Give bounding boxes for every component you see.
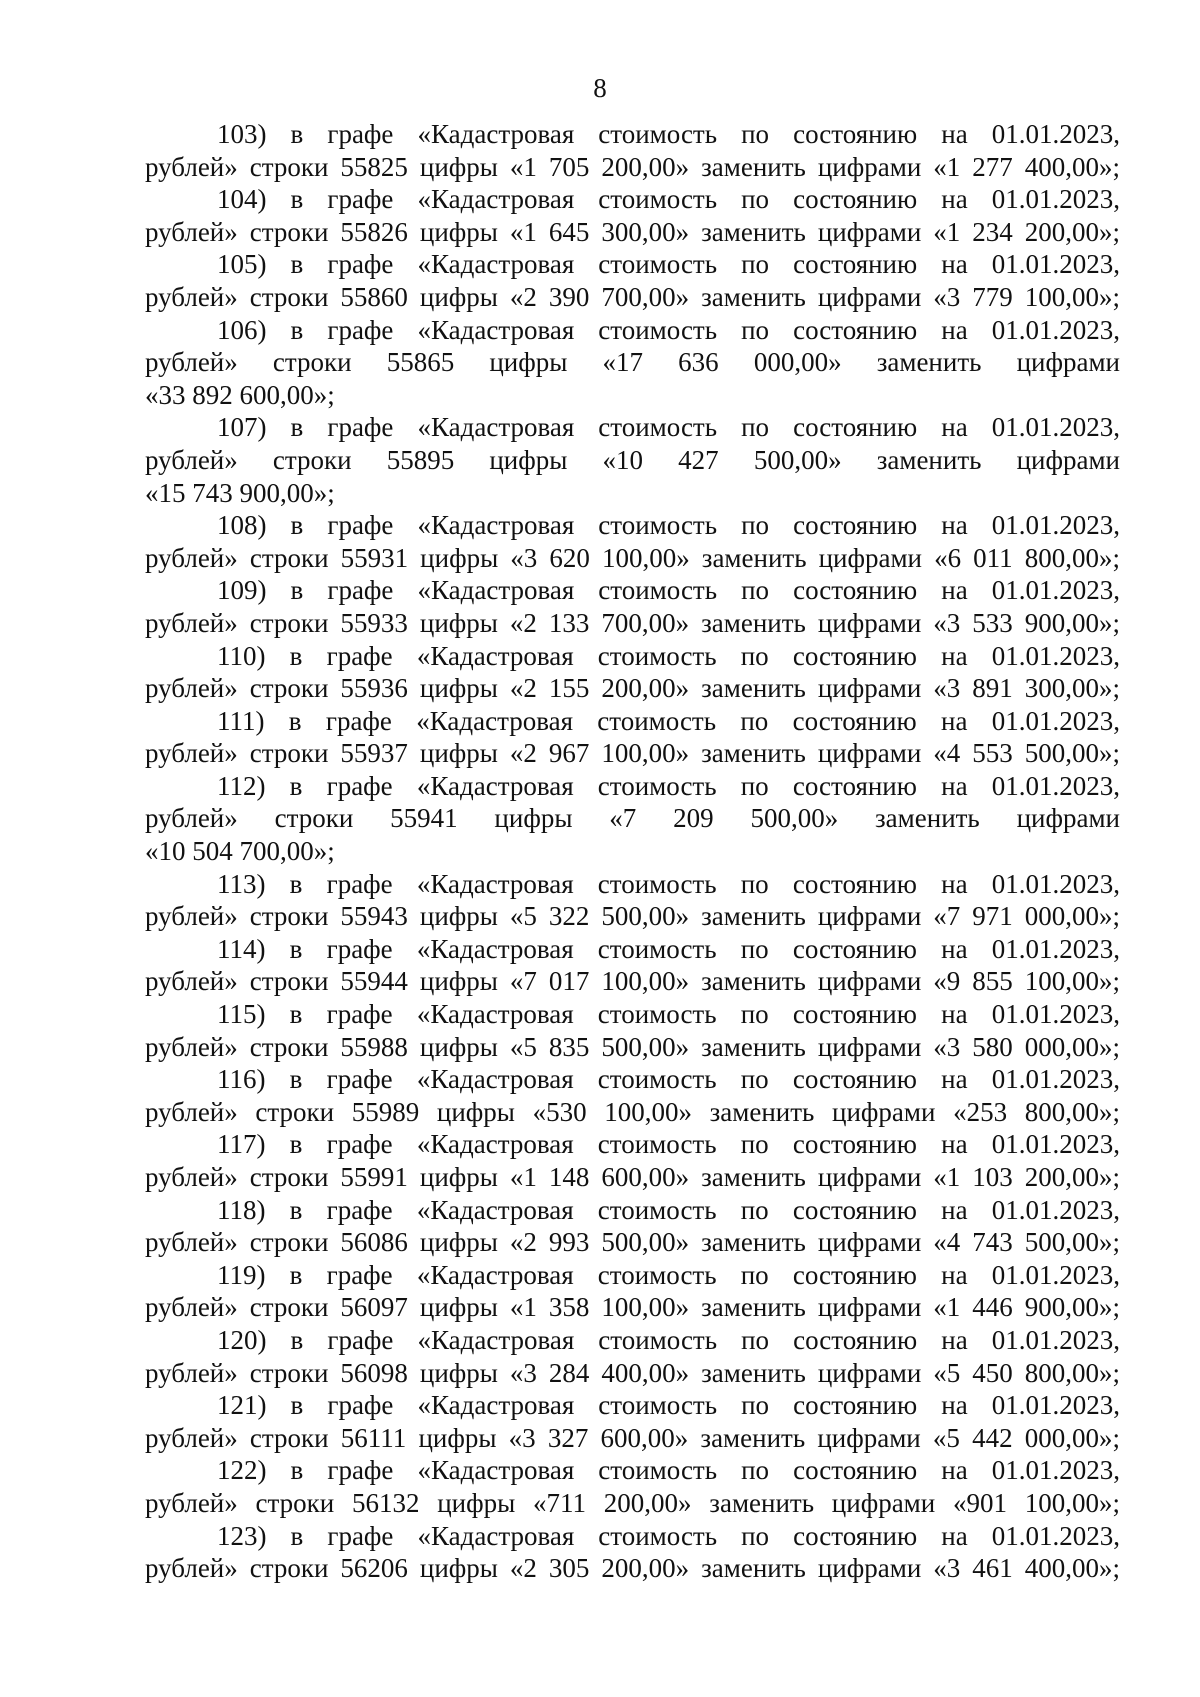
amendment-item-line: рублей» строки 55936 цифры «2 155 200,00» заменить цифрами «3 891 300,00»;	[145, 673, 1120, 704]
amendment-item	[145, 705, 1120, 770]
amendment-item	[145, 248, 1120, 313]
amendment-item	[145, 933, 1120, 998]
amendment-item-first-line: 112) в графе «Кадастровая стоимость по состоянию на 01.01.2023,	[217, 770, 1120, 801]
amendment-item-first-line: 114) в графе «Кадастровая стоимость по состоянию на 01.01.2023,	[217, 933, 1120, 964]
amendment-item-line: «10 504 700,00»;	[145, 836, 335, 867]
amendment-item	[145, 1194, 1120, 1259]
amendment-item-line: рублей» строки 55931 цифры «3 620 100,00» заменить цифрами «6 011 800,00»;	[145, 542, 1120, 573]
amendment-item	[145, 314, 1120, 412]
amendment-item	[145, 868, 1120, 933]
amendment-item-line: рублей» строки 55991 цифры «1 148 600,00» заменить цифрами «1 103 200,00»;	[145, 1162, 1120, 1192]
amendment-item-line: рублей» строки 55943 цифры «5 322 500,00» заменить цифрами «7 971 000,00»;	[145, 901, 1120, 932]
amendment-item-first-line: 116) в графе «Кадастровая стоимость по состоянию на 01.01.2023,	[217, 1064, 1120, 1095]
amendment-item-line: рублей» строки 56098 цифры «3 284 400,00» заменить цифрами «5 450 800,00»;	[145, 1357, 1120, 1388]
amendment-item-line: «15 743 900,00»;	[145, 477, 335, 508]
amendment-item	[145, 118, 1120, 183]
amendment-item-first-line: 120) в графе «Кадастровая стоимость по состоянию на 01.01.2023,	[217, 1324, 1120, 1355]
amendment-item	[145, 1454, 1120, 1519]
amendment-item	[145, 1520, 1120, 1585]
amendment-item-first-line: 106) в графе «Кадастровая стоимость по состоянию на 01.01.2023,	[217, 314, 1120, 345]
amendment-item-line: рублей» строки 55825 цифры «1 705 200,00» заменить цифрами «1 277 400,00»;	[145, 151, 1120, 182]
amendment-item	[145, 1063, 1120, 1128]
amendment-item	[145, 770, 1120, 868]
amendment-item-line: рублей» строки 55933 цифры «2 133 700,00» заменить цифрами «3 533 900,00»;	[145, 607, 1120, 638]
amendment-item	[145, 183, 1120, 248]
amendment-item-line: рублей» строки 56111 цифры «3 327 600,00» заменить цифрами «5 442 000,00»;	[145, 1422, 1120, 1453]
amendment-item-first-line: 110) в графе «Кадастровая стоимость по состоянию на 01.01.2023,	[217, 640, 1120, 671]
amendment-item-first-line: 107) в графе «Кадастровая стоимость по состоянию на 01.01.2023,	[217, 412, 1120, 443]
amendment-item-first-line: 117) в графе «Кадастровая стоимость по состоянию на 01.01.2023,	[217, 1129, 1120, 1160]
page-number: 8	[593, 73, 607, 103]
amendment-item-line: рублей» строки 55865 цифры «17 636 000,00» заменить цифрами	[145, 347, 1120, 378]
amendment-item-line: рублей» строки 55937 цифры «2 967 100,00» заменить цифрами «4 553 500,00»;	[145, 738, 1120, 769]
amendment-item-first-line: 118) в графе «Кадастровая стоимость по состоянию на 01.01.2023,	[217, 1194, 1120, 1225]
amendment-item	[145, 1128, 1120, 1193]
amendment-item-line: рублей» строки 56206 цифры «2 305 200,00» заменить цифрами «3 461 400,00»;	[145, 1553, 1120, 1584]
amendment-item-first-line: 105) в графе «Кадастровая стоимость по состоянию на 01.01.2023,	[217, 249, 1120, 280]
amendment-item	[145, 411, 1120, 509]
amendment-list	[145, 118, 1120, 1585]
amendment-item-first-line: 115) в графе «Кадастровая стоимость по состоянию на 01.01.2023,	[217, 999, 1120, 1030]
amendment-item-line: рублей» строки 55826 цифры «1 645 300,00» заменить цифрами «1 234 200,00»;	[145, 216, 1120, 247]
amendment-item-first-line: 103) в графе «Кадастровая стоимость по состоянию на 01.01.2023,	[217, 119, 1120, 149]
amendment-item-line: рублей» строки 55944 цифры «7 017 100,00» заменить цифрами «9 855 100,00»;	[145, 966, 1120, 997]
amendment-item-line: рублей» строки 55941 цифры «7 209 500,00» заменить цифрами	[145, 803, 1120, 834]
amendment-item-first-line: 122) в графе «Кадастровая стоимость по состоянию на 01.01.2023,	[217, 1455, 1120, 1486]
amendment-item-first-line: 109) в графе «Кадастровая стоимость по состоянию на 01.01.2023,	[217, 575, 1120, 606]
amendment-item-first-line: 119) в графе «Кадастровая стоимость по состоянию на 01.01.2023,	[217, 1259, 1120, 1290]
amendment-item-line: рублей» строки 55989 цифры «530 100,00» заменить цифрами «253 800,00»;	[145, 1096, 1120, 1127]
amendment-item-first-line: 104) в графе «Кадастровая стоимость по состоянию на 01.01.2023,	[217, 184, 1120, 215]
amendment-item-line: рублей» строки 56097 цифры «1 358 100,00» заменить цифрами «1 446 900,00»;	[145, 1292, 1120, 1323]
amendment-item-line: «33 892 600,00»;	[145, 379, 335, 410]
amendment-item-first-line: 108) в графе «Кадастровая стоимость по состоянию на 01.01.2023,	[217, 510, 1120, 541]
amendment-item-first-line: 121) в графе «Кадастровая стоимость по состоянию на 01.01.2023,	[217, 1390, 1120, 1421]
amendment-item	[145, 574, 1120, 639]
amendment-item-first-line: 123) в графе «Кадастровая стоимость по состоянию на 01.01.2023,	[217, 1520, 1120, 1551]
amendment-item-line: рублей» строки 55895 цифры «10 427 500,00» заменить цифрами	[145, 444, 1120, 475]
amendment-item	[145, 1389, 1120, 1454]
amendment-item-first-line: 113) в графе «Кадастровая стоимость по состоянию на 01.01.2023,	[217, 868, 1120, 899]
amendment-item-line: рублей» строки 56086 цифры «2 993 500,00» заменить цифрами «4 743 500,00»;	[145, 1227, 1120, 1258]
amendment-item	[145, 998, 1120, 1063]
amendment-item-line: рублей» строки 55860 цифры «2 390 700,00» заменить цифрами «3 779 100,00»;	[145, 281, 1120, 312]
amendment-item-line: рублей» строки 56132 цифры «711 200,00» заменить цифрами «901 100,00»;	[145, 1487, 1120, 1518]
amendment-item-line: рублей» строки 55988 цифры «5 835 500,00» заменить цифрами «3 580 000,00»;	[145, 1031, 1120, 1062]
amendment-item-first-line: 111) в графе «Кадастровая стоимость по состоянию на 01.01.2023,	[217, 705, 1120, 736]
amendment-item	[145, 1259, 1120, 1324]
amendment-item	[145, 640, 1120, 705]
amendment-item	[145, 1324, 1120, 1389]
amendment-item	[145, 509, 1120, 574]
